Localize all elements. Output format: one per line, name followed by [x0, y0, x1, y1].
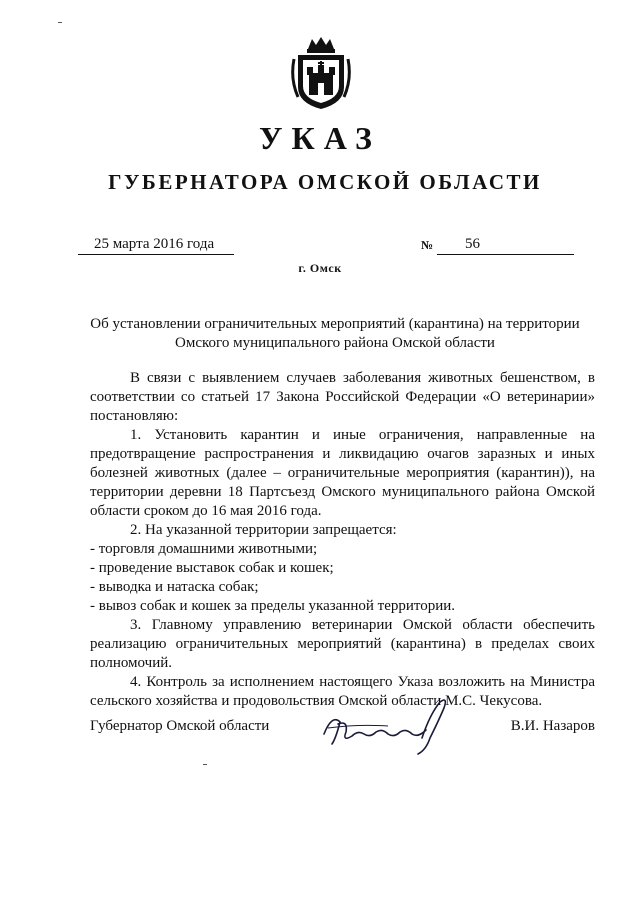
scan-mark	[58, 22, 62, 23]
decree-title: УКАЗ	[259, 120, 381, 156]
prohibition-item: - выводка и натаска собак;	[90, 579, 259, 595]
number-label: №	[421, 238, 434, 252]
handwritten-signature	[318, 694, 458, 756]
prohibition-item: - торговля домашними животными;	[90, 541, 318, 557]
prohibition-item: - вывоз собак и кошек за пределы указанной территории.	[90, 598, 456, 614]
prohibition-item: - проведение выставок собак и кошек;	[90, 560, 334, 576]
preamble-paragraph: В связи с выявлением случаев заболевания животных бешенством, в соответствии со статьей 17 Закона Российской Федерации «О ветеринарии» постановляю:	[90, 370, 595, 424]
scan-mark	[203, 764, 207, 765]
signatory-name: В.И. Назаров	[510, 718, 595, 734]
clause-4-paragraph: 4. Контроль за исполнением настоящего Указа возложить на Министра сельского хозяйства и продовольствия Омской области М.С. Чекусова.	[90, 674, 595, 709]
clause-3-paragraph: 3. Главному управлению ветеринарии Омской области обеспечить реализацию ограничительных мероприятий (карантина) в пределах своих полномочий.	[90, 617, 595, 671]
decree-number: 56	[437, 236, 574, 255]
coat-of-arms-icon	[290, 35, 352, 111]
clause-1-paragraph: 1. Установить карантин и иные ограничения, направленные на предотвращение распространения и ликвидацию очагов заразных и иных болезней животных (далее – ограничительные мероприятия (карантин)), на территории деревни 18 Партсъезд Омского муниципального района Омской области сроком до 16 мая 2016 года.	[90, 427, 595, 519]
decree-body	[90, 369, 595, 711]
clause-2-paragraph: 2. На указанной территории запрещается:	[130, 522, 397, 538]
decree-issuer: ГУБЕРНАТОРА ОМСКОЙ ОБЛАСТИ	[108, 170, 542, 194]
decree-date: 25 марта 2016 года	[78, 236, 234, 255]
decree-city: г. Омск	[298, 261, 342, 275]
decree-subject: Об установлении ограничительных мероприятий (карантина) на территории Омского муниципального района Омской области	[90, 316, 580, 351]
signatory-position: Губернатор Омской области	[90, 718, 270, 734]
